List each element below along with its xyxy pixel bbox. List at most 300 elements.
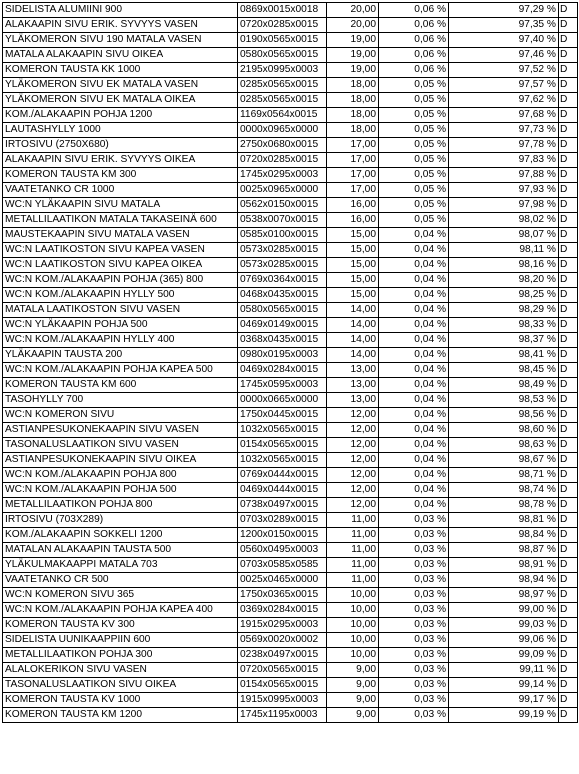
table-row[interactable] — [3, 318, 578, 333]
cumulative-share-cell[interactable]: 99,17 % — [449, 693, 559, 708]
part-name-cell[interactable]: KOMERON TAUSTA KM 600 — [3, 378, 238, 393]
share-cell[interactable]: 0,04 % — [379, 498, 449, 513]
table-row[interactable] — [3, 18, 578, 33]
part-name-cell[interactable]: WC:N KOM./ALAKAAPIN POHJA (365) 800 — [3, 273, 238, 288]
table-row[interactable] — [3, 468, 578, 483]
cumulative-share-cell[interactable]: 99,09 % — [449, 648, 559, 663]
quantity-cell[interactable]: 10,00 — [327, 633, 379, 648]
quantity-cell[interactable]: 12,00 — [327, 483, 379, 498]
class-cell[interactable]: D — [559, 273, 578, 288]
class-cell[interactable]: D — [559, 453, 578, 468]
cumulative-share-cell[interactable]: 99,00 % — [449, 603, 559, 618]
quantity-cell[interactable]: 20,00 — [327, 18, 379, 33]
part-name-cell[interactable]: TASONALUSLAATIKON SIVU OIKEA — [3, 678, 238, 693]
table-row[interactable] — [3, 333, 578, 348]
class-cell[interactable]: D — [559, 423, 578, 438]
part-name-cell[interactable]: YLÄKOMERON SIVU EK MATALA VASEN — [3, 78, 238, 93]
dimension-cell[interactable]: 1200x0150x0015 — [238, 528, 327, 543]
part-name-cell[interactable]: ASTIANPESUKONEKAAPIN SIVU VASEN — [3, 423, 238, 438]
part-name-cell[interactable]: YLÄKOMERON SIVU EK MATALA OIKEA — [3, 93, 238, 108]
class-cell[interactable]: D — [559, 378, 578, 393]
dimension-cell[interactable]: 0369x0284x0015 — [238, 603, 327, 618]
cumulative-share-cell[interactable]: 97,40 % — [449, 33, 559, 48]
dimension-cell[interactable]: 2195x0995x0003 — [238, 63, 327, 78]
class-cell[interactable]: D — [559, 183, 578, 198]
dimension-cell[interactable]: 1915x0995x0003 — [238, 693, 327, 708]
share-cell[interactable]: 0,04 % — [379, 333, 449, 348]
share-cell[interactable]: 0,05 % — [379, 108, 449, 123]
cumulative-share-cell[interactable]: 98,07 % — [449, 228, 559, 243]
part-name-cell[interactable]: IRTOSIVU (2750X680) — [3, 138, 238, 153]
part-name-cell[interactable]: MATALAN ALAKAAPIN TAUSTA 500 — [3, 543, 238, 558]
share-cell[interactable]: 0,04 % — [379, 483, 449, 498]
dimension-cell[interactable]: 1169x0564x0015 — [238, 108, 327, 123]
part-name-cell[interactable]: KOMERON TAUSTA KM 300 — [3, 168, 238, 183]
share-cell[interactable]: 0,04 % — [379, 438, 449, 453]
cumulative-share-cell[interactable]: 99,14 % — [449, 678, 559, 693]
part-name-cell[interactable]: WC:N KOM./ALAKAAPIN POHJA KAPEA 400 — [3, 603, 238, 618]
quantity-cell[interactable]: 9,00 — [327, 678, 379, 693]
dimension-cell[interactable]: 1745x0295x0003 — [238, 168, 327, 183]
quantity-cell[interactable]: 16,00 — [327, 213, 379, 228]
dimension-cell[interactable]: 0769x0364x0015 — [238, 273, 327, 288]
share-cell[interactable]: 0,03 % — [379, 528, 449, 543]
dimension-cell[interactable]: 0980x0195x0003 — [238, 348, 327, 363]
table-row[interactable] — [3, 663, 578, 678]
dimension-cell[interactable]: 0285x0565x0015 — [238, 78, 327, 93]
part-name-cell[interactable]: WC:N LAATIKOSTON SIVU KAPEA OIKEA — [3, 258, 238, 273]
dimension-cell[interactable]: 0569x0020x0002 — [238, 633, 327, 648]
table-row[interactable] — [3, 588, 578, 603]
part-name-cell[interactable]: METALLILAATIKON MATALA TAKASEINÄ 600 — [3, 213, 238, 228]
share-cell[interactable]: 0,03 % — [379, 618, 449, 633]
cumulative-share-cell[interactable]: 98,87 % — [449, 543, 559, 558]
share-cell[interactable]: 0,05 % — [379, 198, 449, 213]
share-cell[interactable]: 0,03 % — [379, 558, 449, 573]
cumulative-share-cell[interactable]: 98,53 % — [449, 393, 559, 408]
dimension-cell[interactable]: 0190x0565x0015 — [238, 33, 327, 48]
class-cell[interactable]: D — [559, 48, 578, 63]
cumulative-share-cell[interactable]: 98,78 % — [449, 498, 559, 513]
dimension-cell[interactable]: 0538x0070x0015 — [238, 213, 327, 228]
cumulative-share-cell[interactable]: 98,11 % — [449, 243, 559, 258]
share-cell[interactable]: 0,05 % — [379, 153, 449, 168]
table-row[interactable] — [3, 543, 578, 558]
cumulative-share-cell[interactable]: 98,97 % — [449, 588, 559, 603]
class-cell[interactable]: D — [559, 333, 578, 348]
table-row[interactable] — [3, 453, 578, 468]
class-cell[interactable]: D — [559, 363, 578, 378]
share-cell[interactable]: 0,04 % — [379, 363, 449, 378]
cumulative-share-cell[interactable]: 98,41 % — [449, 348, 559, 363]
share-cell[interactable]: 0,05 % — [379, 93, 449, 108]
table-row[interactable] — [3, 378, 578, 393]
table-row[interactable] — [3, 633, 578, 648]
table-row[interactable] — [3, 228, 578, 243]
table-row[interactable] — [3, 498, 578, 513]
class-cell[interactable]: D — [559, 303, 578, 318]
quantity-cell[interactable]: 18,00 — [327, 78, 379, 93]
share-cell[interactable]: 0,05 % — [379, 138, 449, 153]
part-name-cell[interactable]: KOMERON TAUSTA KV 300 — [3, 618, 238, 633]
quantity-cell[interactable]: 19,00 — [327, 33, 379, 48]
cumulative-share-cell[interactable]: 97,73 % — [449, 123, 559, 138]
cumulative-share-cell[interactable]: 98,94 % — [449, 573, 559, 588]
dimension-cell[interactable]: 0720x0565x0015 — [238, 663, 327, 678]
part-name-cell[interactable]: SIDELISTA UUNIKAAPPIIN 600 — [3, 633, 238, 648]
part-name-cell[interactable]: KOM./ALAKAAPIN POHJA 1200 — [3, 108, 238, 123]
share-cell[interactable]: 0,05 % — [379, 213, 449, 228]
class-cell[interactable]: D — [559, 393, 578, 408]
share-cell[interactable]: 0,06 % — [379, 18, 449, 33]
part-name-cell[interactable]: IRTOSIVU (703X289) — [3, 513, 238, 528]
dimension-cell[interactable]: 0560x0495x0003 — [238, 543, 327, 558]
part-name-cell[interactable]: WC:N KOM./ALAKAAPIN POHJA KAPEA 500 — [3, 363, 238, 378]
dimension-cell[interactable]: 0769x0444x0015 — [238, 468, 327, 483]
share-cell[interactable]: 0,04 % — [379, 378, 449, 393]
part-name-cell[interactable]: LAUTASHYLLY 1000 — [3, 123, 238, 138]
table-row[interactable] — [3, 63, 578, 78]
part-name-cell[interactable]: MATALA ALAKAAPIN SIVU OIKEA — [3, 48, 238, 63]
dimension-cell[interactable]: 0000x0665x0000 — [238, 393, 327, 408]
quantity-cell[interactable]: 11,00 — [327, 573, 379, 588]
share-cell[interactable]: 0,04 % — [379, 423, 449, 438]
part-name-cell[interactable]: TASOHYLLY 700 — [3, 393, 238, 408]
table-row[interactable] — [3, 138, 578, 153]
table-row[interactable] — [3, 108, 578, 123]
cumulative-share-cell[interactable]: 97,88 % — [449, 168, 559, 183]
dimension-cell[interactable]: 1750x0365x0015 — [238, 588, 327, 603]
table-row[interactable] — [3, 558, 578, 573]
table-row[interactable] — [3, 243, 578, 258]
table-row[interactable] — [3, 678, 578, 693]
part-name-cell[interactable]: METALLILAATIKON POHJA 300 — [3, 648, 238, 663]
class-cell[interactable]: D — [559, 123, 578, 138]
cumulative-share-cell[interactable]: 98,49 % — [449, 378, 559, 393]
cumulative-share-cell[interactable]: 98,63 % — [449, 438, 559, 453]
class-cell[interactable]: D — [559, 528, 578, 543]
class-cell[interactable]: D — [559, 633, 578, 648]
class-cell[interactable]: D — [559, 558, 578, 573]
cumulative-share-cell[interactable]: 97,78 % — [449, 138, 559, 153]
share-cell[interactable]: 0,03 % — [379, 543, 449, 558]
cumulative-share-cell[interactable]: 98,74 % — [449, 483, 559, 498]
part-name-cell[interactable]: YLÄKAAPIN TAUSTA 200 — [3, 348, 238, 363]
quantity-cell[interactable]: 18,00 — [327, 108, 379, 123]
quantity-cell[interactable]: 17,00 — [327, 168, 379, 183]
cumulative-share-cell[interactable]: 98,91 % — [449, 558, 559, 573]
share-cell[interactable]: 0,03 % — [379, 513, 449, 528]
class-cell[interactable]: D — [559, 318, 578, 333]
quantity-cell[interactable]: 16,00 — [327, 198, 379, 213]
part-name-cell[interactable]: TASONALUSLAATIKON SIVU VASEN — [3, 438, 238, 453]
quantity-cell[interactable]: 12,00 — [327, 468, 379, 483]
cumulative-share-cell[interactable]: 99,19 % — [449, 708, 559, 723]
quantity-cell[interactable]: 12,00 — [327, 408, 379, 423]
cumulative-share-cell[interactable]: 98,29 % — [449, 303, 559, 318]
cumulative-share-cell[interactable]: 98,37 % — [449, 333, 559, 348]
share-cell[interactable]: 0,04 % — [379, 258, 449, 273]
table-row[interactable] — [3, 288, 578, 303]
dimension-cell[interactable]: 0562x0150x0015 — [238, 198, 327, 213]
dimension-cell[interactable]: 0869x0015x0018 — [238, 3, 327, 18]
cumulative-share-cell[interactable]: 97,93 % — [449, 183, 559, 198]
dimension-cell[interactable]: 0703x0289x0015 — [238, 513, 327, 528]
quantity-cell[interactable]: 12,00 — [327, 438, 379, 453]
table-row[interactable] — [3, 33, 578, 48]
dimension-cell[interactable]: 0738x0497x0015 — [238, 498, 327, 513]
cumulative-share-cell[interactable]: 98,25 % — [449, 288, 559, 303]
share-cell[interactable]: 0,05 % — [379, 168, 449, 183]
class-cell[interactable]: D — [559, 33, 578, 48]
share-cell[interactable]: 0,04 % — [379, 288, 449, 303]
class-cell[interactable]: D — [559, 348, 578, 363]
part-name-cell[interactable]: MATALA LAATIKOSTON SIVU VASEN — [3, 303, 238, 318]
dimension-cell[interactable]: 0580x0565x0015 — [238, 303, 327, 318]
class-cell[interactable]: D — [559, 138, 578, 153]
quantity-cell[interactable]: 13,00 — [327, 393, 379, 408]
share-cell[interactable]: 0,06 % — [379, 3, 449, 18]
table-row[interactable] — [3, 513, 578, 528]
table-row[interactable] — [3, 303, 578, 318]
quantity-cell[interactable]: 9,00 — [327, 708, 379, 723]
quantity-cell[interactable]: 12,00 — [327, 453, 379, 468]
part-name-cell[interactable]: MAUSTEKAAPIN SIVU MATALA VASEN — [3, 228, 238, 243]
table-row[interactable] — [3, 198, 578, 213]
class-cell[interactable]: D — [559, 663, 578, 678]
class-cell[interactable]: D — [559, 513, 578, 528]
dimension-cell[interactable]: 1745x1195x0003 — [238, 708, 327, 723]
table-row[interactable] — [3, 693, 578, 708]
share-cell[interactable]: 0,03 % — [379, 573, 449, 588]
table-row[interactable] — [3, 648, 578, 663]
table-row[interactable] — [3, 423, 578, 438]
dimension-cell[interactable]: 0585x0100x0015 — [238, 228, 327, 243]
part-name-cell[interactable]: WC:N KOM./ALAKAAPIN POHJA 500 — [3, 483, 238, 498]
cumulative-share-cell[interactable]: 98,81 % — [449, 513, 559, 528]
table-row[interactable] — [3, 273, 578, 288]
dimension-cell[interactable]: 0720x0285x0015 — [238, 18, 327, 33]
dimension-cell[interactable]: 1032x0565x0015 — [238, 453, 327, 468]
quantity-cell[interactable]: 10,00 — [327, 603, 379, 618]
dimension-cell[interactable]: 0573x0285x0015 — [238, 243, 327, 258]
dimension-cell[interactable]: 0468x0435x0015 — [238, 288, 327, 303]
dimension-cell[interactable]: 0469x0444x0015 — [238, 483, 327, 498]
dimension-cell[interactable]: 0025x0965x0000 — [238, 183, 327, 198]
quantity-cell[interactable]: 10,00 — [327, 618, 379, 633]
class-cell[interactable]: D — [559, 483, 578, 498]
dimension-cell[interactable]: 1032x0565x0015 — [238, 423, 327, 438]
part-name-cell[interactable]: WC:N KOM./ALAKAAPIN HYLLY 400 — [3, 333, 238, 348]
quantity-cell[interactable]: 15,00 — [327, 258, 379, 273]
quantity-cell[interactable]: 17,00 — [327, 153, 379, 168]
table-row[interactable] — [3, 258, 578, 273]
cumulative-share-cell[interactable]: 99,11 % — [449, 663, 559, 678]
class-cell[interactable]: D — [559, 108, 578, 123]
cumulative-share-cell[interactable]: 97,29 % — [449, 3, 559, 18]
dimension-cell[interactable]: 0720x0285x0015 — [238, 153, 327, 168]
table-row[interactable] — [3, 438, 578, 453]
share-cell[interactable]: 0,06 % — [379, 63, 449, 78]
part-name-cell[interactable]: WC:N KOMERON SIVU — [3, 408, 238, 423]
part-name-cell[interactable]: WC:N KOM./ALAKAAPIN HYLLY 500 — [3, 288, 238, 303]
quantity-cell[interactable]: 18,00 — [327, 123, 379, 138]
quantity-cell[interactable]: 9,00 — [327, 693, 379, 708]
share-cell[interactable]: 0,05 % — [379, 183, 449, 198]
part-name-cell[interactable]: VAATETANKO CR 1000 — [3, 183, 238, 198]
part-name-cell[interactable]: VAATETANKO CR 500 — [3, 573, 238, 588]
class-cell[interactable]: D — [559, 288, 578, 303]
cumulative-share-cell[interactable]: 98,56 % — [449, 408, 559, 423]
quantity-cell[interactable]: 11,00 — [327, 558, 379, 573]
quantity-cell[interactable]: 17,00 — [327, 138, 379, 153]
cumulative-share-cell[interactable]: 99,03 % — [449, 618, 559, 633]
quantity-cell[interactable]: 12,00 — [327, 423, 379, 438]
share-cell[interactable]: 0,04 % — [379, 228, 449, 243]
table-row[interactable] — [3, 78, 578, 93]
class-cell[interactable]: D — [559, 198, 578, 213]
cumulative-share-cell[interactable]: 97,68 % — [449, 108, 559, 123]
cumulative-share-cell[interactable]: 97,57 % — [449, 78, 559, 93]
share-cell[interactable]: 0,03 % — [379, 693, 449, 708]
table-row[interactable] — [3, 168, 578, 183]
table-row[interactable] — [3, 708, 578, 723]
table-row[interactable] — [3, 618, 578, 633]
table-row[interactable] — [3, 393, 578, 408]
table-row[interactable] — [3, 48, 578, 63]
part-name-cell[interactable]: WC:N YLÄKAAPIN SIVU MATALA — [3, 198, 238, 213]
part-name-cell[interactable]: ALALOKERIKON SIVU VASEN — [3, 663, 238, 678]
quantity-cell[interactable]: 17,00 — [327, 183, 379, 198]
share-cell[interactable]: 0,04 % — [379, 243, 449, 258]
table-row[interactable] — [3, 123, 578, 138]
quantity-cell[interactable]: 18,00 — [327, 93, 379, 108]
cumulative-share-cell[interactable]: 97,83 % — [449, 153, 559, 168]
share-cell[interactable]: 0,03 % — [379, 648, 449, 663]
part-name-cell[interactable]: YLÄKULMAKAAPPI MATALA 703 — [3, 558, 238, 573]
quantity-cell[interactable]: 12,00 — [327, 498, 379, 513]
cumulative-share-cell[interactable]: 98,20 % — [449, 273, 559, 288]
share-cell[interactable]: 0,05 % — [379, 123, 449, 138]
table-row[interactable] — [3, 483, 578, 498]
quantity-cell[interactable]: 11,00 — [327, 528, 379, 543]
class-cell[interactable]: D — [559, 258, 578, 273]
cumulative-share-cell[interactable]: 98,16 % — [449, 258, 559, 273]
part-name-cell[interactable]: METALLILAATIKON POHJA 800 — [3, 498, 238, 513]
cumulative-share-cell[interactable]: 99,06 % — [449, 633, 559, 648]
share-cell[interactable]: 0,03 % — [379, 663, 449, 678]
cumulative-share-cell[interactable]: 97,62 % — [449, 93, 559, 108]
class-cell[interactable]: D — [559, 213, 578, 228]
part-name-cell[interactable]: KOMERON TAUSTA KV 1000 — [3, 693, 238, 708]
quantity-cell[interactable]: 13,00 — [327, 378, 379, 393]
class-cell[interactable]: D — [559, 648, 578, 663]
class-cell[interactable]: D — [559, 243, 578, 258]
class-cell[interactable]: D — [559, 228, 578, 243]
share-cell[interactable]: 0,04 % — [379, 393, 449, 408]
part-name-cell[interactable]: WC:N KOMERON SIVU 365 — [3, 588, 238, 603]
quantity-cell[interactable]: 14,00 — [327, 348, 379, 363]
quantity-cell[interactable]: 13,00 — [327, 363, 379, 378]
class-cell[interactable]: D — [559, 93, 578, 108]
share-cell[interactable]: 0,03 % — [379, 588, 449, 603]
table-row[interactable] — [3, 348, 578, 363]
table-row[interactable] — [3, 213, 578, 228]
part-name-cell[interactable]: KOMERON TAUSTA KM 1200 — [3, 708, 238, 723]
dimension-cell[interactable]: 0580x0565x0015 — [238, 48, 327, 63]
dimension-cell[interactable]: 0285x0565x0015 — [238, 93, 327, 108]
quantity-cell[interactable]: 14,00 — [327, 318, 379, 333]
table-row[interactable] — [3, 3, 578, 18]
cumulative-share-cell[interactable]: 97,35 % — [449, 18, 559, 33]
share-cell[interactable]: 0,06 % — [379, 33, 449, 48]
table-row[interactable] — [3, 408, 578, 423]
share-cell[interactable]: 0,04 % — [379, 318, 449, 333]
class-cell[interactable]: D — [559, 543, 578, 558]
dimension-cell[interactable]: 0368x0435x0015 — [238, 333, 327, 348]
dimension-cell[interactable]: 0238x0497x0015 — [238, 648, 327, 663]
table-row[interactable] — [3, 573, 578, 588]
class-cell[interactable]: D — [559, 573, 578, 588]
share-cell[interactable]: 0,03 % — [379, 708, 449, 723]
table-row[interactable] — [3, 183, 578, 198]
table-row[interactable] — [3, 528, 578, 543]
share-cell[interactable]: 0,04 % — [379, 453, 449, 468]
cumulative-share-cell[interactable]: 98,84 % — [449, 528, 559, 543]
quantity-cell[interactable]: 19,00 — [327, 48, 379, 63]
quantity-cell[interactable]: 11,00 — [327, 543, 379, 558]
class-cell[interactable]: D — [559, 408, 578, 423]
table-row[interactable] — [3, 603, 578, 618]
share-cell[interactable]: 0,03 % — [379, 603, 449, 618]
class-cell[interactable]: D — [559, 603, 578, 618]
cumulative-share-cell[interactable]: 97,52 % — [449, 63, 559, 78]
quantity-cell[interactable]: 10,00 — [327, 588, 379, 603]
dimension-cell[interactable]: 0154x0565x0015 — [238, 438, 327, 453]
table-row[interactable] — [3, 93, 578, 108]
quantity-cell[interactable]: 14,00 — [327, 333, 379, 348]
cumulative-share-cell[interactable]: 97,46 % — [449, 48, 559, 63]
share-cell[interactable]: 0,03 % — [379, 633, 449, 648]
quantity-cell[interactable]: 15,00 — [327, 228, 379, 243]
part-name-cell[interactable]: ASTIANPESUKONEKAAPIN SIVU OIKEA — [3, 453, 238, 468]
quantity-cell[interactable]: 19,00 — [327, 63, 379, 78]
dimension-cell[interactable]: 1915x0295x0003 — [238, 618, 327, 633]
quantity-cell[interactable]: 15,00 — [327, 273, 379, 288]
cumulative-share-cell[interactable]: 98,45 % — [449, 363, 559, 378]
part-name-cell[interactable]: WC:N KOM./ALAKAAPIN POHJA 800 — [3, 468, 238, 483]
share-cell[interactable]: 0,04 % — [379, 408, 449, 423]
class-cell[interactable]: D — [559, 18, 578, 33]
cumulative-share-cell[interactable]: 98,60 % — [449, 423, 559, 438]
cumulative-share-cell[interactable]: 97,98 % — [449, 198, 559, 213]
class-cell[interactable]: D — [559, 708, 578, 723]
class-cell[interactable]: D — [559, 678, 578, 693]
dimension-cell[interactable]: 0025x0465x0000 — [238, 573, 327, 588]
dimension-cell[interactable]: 2750x0680x0015 — [238, 138, 327, 153]
dimension-cell[interactable]: 1745x0595x0003 — [238, 378, 327, 393]
cumulative-share-cell[interactable]: 98,02 % — [449, 213, 559, 228]
quantity-cell[interactable]: 10,00 — [327, 648, 379, 663]
dimension-cell[interactable]: 1750x0445x0015 — [238, 408, 327, 423]
dimension-cell[interactable]: 0573x0285x0015 — [238, 258, 327, 273]
share-cell[interactable]: 0,06 % — [379, 48, 449, 63]
class-cell[interactable]: D — [559, 618, 578, 633]
quantity-cell[interactable]: 9,00 — [327, 663, 379, 678]
quantity-cell[interactable]: 14,00 — [327, 303, 379, 318]
cumulative-share-cell[interactable]: 98,33 % — [449, 318, 559, 333]
part-name-cell[interactable]: WC:N YLÄKAAPIN POHJA 500 — [3, 318, 238, 333]
